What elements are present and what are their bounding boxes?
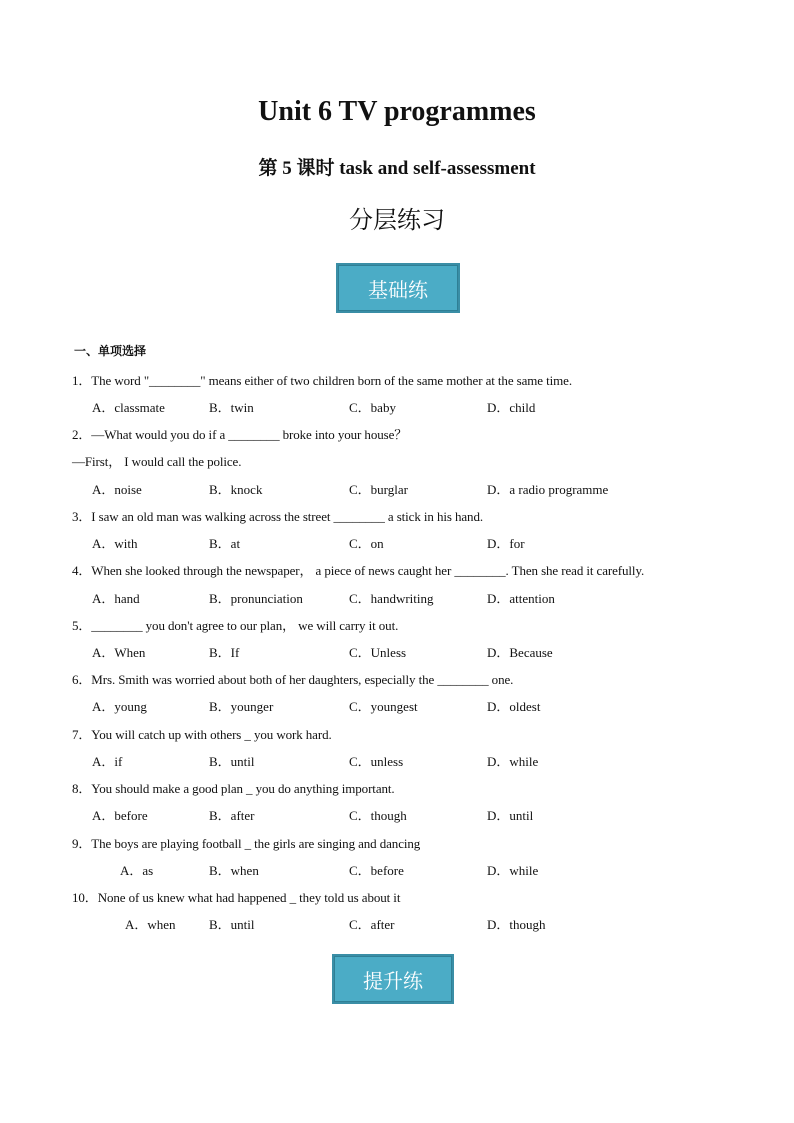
page-title: Unit 6 TV programmes [258,96,536,127]
question-8-option-c: C．though [349,808,407,823]
question-2-option-b: B．knock [209,482,263,497]
question-5-option-d: D．Because [487,645,553,660]
question-9-option-c: C．before [349,863,404,878]
question-10-text: 10．None of us knew what had happened _ they told us about it [72,890,401,905]
advanced-practice-badge: 提升练 [332,954,454,1004]
question-7-option-c: C．unless [349,754,404,769]
question-3-option-b: B．at [209,536,241,551]
question-3-option-d: D．for [487,536,525,551]
question-9-option-d: D．while [487,863,539,878]
question-2-text: —First， I would call the police. [72,454,242,469]
question-3-option-a: A．with [92,536,138,551]
question-1-option-d: D．child [487,400,536,415]
question-6-option-a: A．young [92,699,147,714]
question-6-option-b: B．younger [209,699,274,714]
question-4-option-c: C．handwriting [349,591,434,606]
question-5-option-c: C．Unless [349,645,407,660]
practice-heading: 分层练习 [349,206,445,234]
question-6-text: 6．Mrs. Smith was worried about both of her daughters, especially the ________ one. [72,672,514,687]
question-1-option-b: B．twin [209,400,254,415]
question-7-option-a: A．if [92,754,123,769]
question-10-option-c: C．after [349,917,395,932]
question-7-text: 7．You will catch up with others _ you work hard. [72,727,332,742]
question-4-option-a: A．hand [92,591,140,606]
question-7-option-d: D．while [487,754,539,769]
section-heading: 一、单项选择 [74,344,147,358]
question-10-option-d: D．though [487,917,546,932]
question-2-option-a: A．noise [92,482,142,497]
question-5-text: 5．________ you don't agree to our plan， we will carry it out. [72,618,399,633]
question-5-option-a: A．When [92,645,146,660]
question-8-option-b: B．after [209,808,255,823]
question-4-option-d: D．attention [487,591,555,606]
question-1-text: 1．The word "________" means either of two children born of the same mother at the same time. [72,373,572,388]
question-7-option-b: B．until [209,754,255,769]
question-6-option-c: C．youngest [349,699,418,714]
question-3-option-c: C．on [349,536,384,551]
question-9-option-a: A．as [120,863,154,878]
question-9-option-b: B．when [209,863,259,878]
question-6-option-d: D．oldest [487,699,541,714]
question-8-text: 8．You should make a good plan _ you do anything important. [72,781,395,796]
question-8-option-a: A．before [92,808,148,823]
question-10-option-a: A．when [125,917,176,932]
question-1-option-a: A．classmate [92,400,165,415]
question-4-text: 4．When she looked through the newspaper， a piece of news caught her ________. Then she read it carefully. [72,563,645,578]
question-9-text: 9．The boys are playing football _ the girls are singing and dancing [72,836,421,851]
question-2-text: 2．—What would you do if a ________ broke into your house？ [72,427,408,442]
question-3-text: 3．I saw an old man was walking across the street ________ a stick in his hand. [72,509,484,524]
question-10-option-b: B．until [209,917,255,932]
question-4-option-b: B．pronunciation [209,591,303,606]
lesson-subtitle: 第 5 课时 task and self-assessment [258,158,536,179]
basic-practice-badge: 基础练 [336,263,460,313]
question-2-option-d: D．a radio programme [487,482,609,497]
question-1-option-c: C．baby [349,400,396,415]
question-2-option-c: C．burglar [349,482,408,497]
question-5-option-b: B．If [209,645,240,660]
question-8-option-d: D．until [487,808,534,823]
